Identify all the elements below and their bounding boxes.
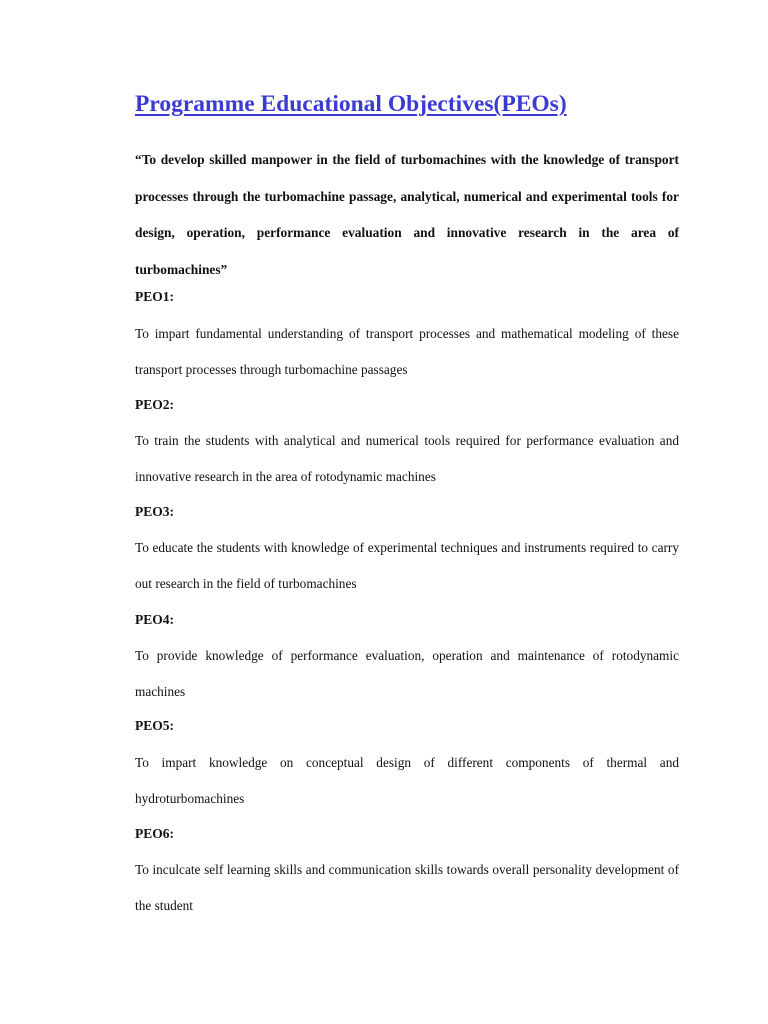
peo1-heading: PEO1: — [135, 289, 174, 304]
document-title: Programme Educational Objectives(PEOs) — [135, 91, 567, 117]
peo4-text: To provide knowledge of performance evaluation, operation and maintenance of rotodynamic machines — [135, 648, 679, 699]
peo1-text: To impart fundamental understanding of transport processes and mathematical modeling of these transport processes through turbomachine passages — [135, 326, 679, 377]
document-page — [135, 0, 679, 1024]
peo3-heading: PEO3: — [135, 504, 174, 519]
peo4-heading: PEO4: — [135, 612, 174, 627]
peo6-text: To inculcate self learning skills and communication skills towards overall personality development of the student — [135, 862, 679, 913]
peo5-heading: PEO5: — [135, 718, 174, 733]
peo2-text: To train the students with analytical and numerical tools required for performance evaluation and innovative research in the area of rotodynamic machines — [135, 433, 679, 484]
peo2-heading: PEO2: — [135, 397, 174, 412]
mission-statement: “To develop skilled manpower in the field of turbomachines with the knowledge of transport processes through the turbomachine passage, analytical, numerical and experimental tools for design, operation, performance evaluation and innovative research in the area of turbomachines” — [135, 152, 679, 277]
peo3-text: To educate the students with knowledge of experimental techniques and instruments required to carry out research in the field of turbomachines — [135, 540, 679, 591]
peo5-text: To impart knowledge on conceptual design of different components of thermal and hydroturbomachines — [135, 755, 679, 806]
peo6-heading: PEO6: — [135, 826, 174, 841]
